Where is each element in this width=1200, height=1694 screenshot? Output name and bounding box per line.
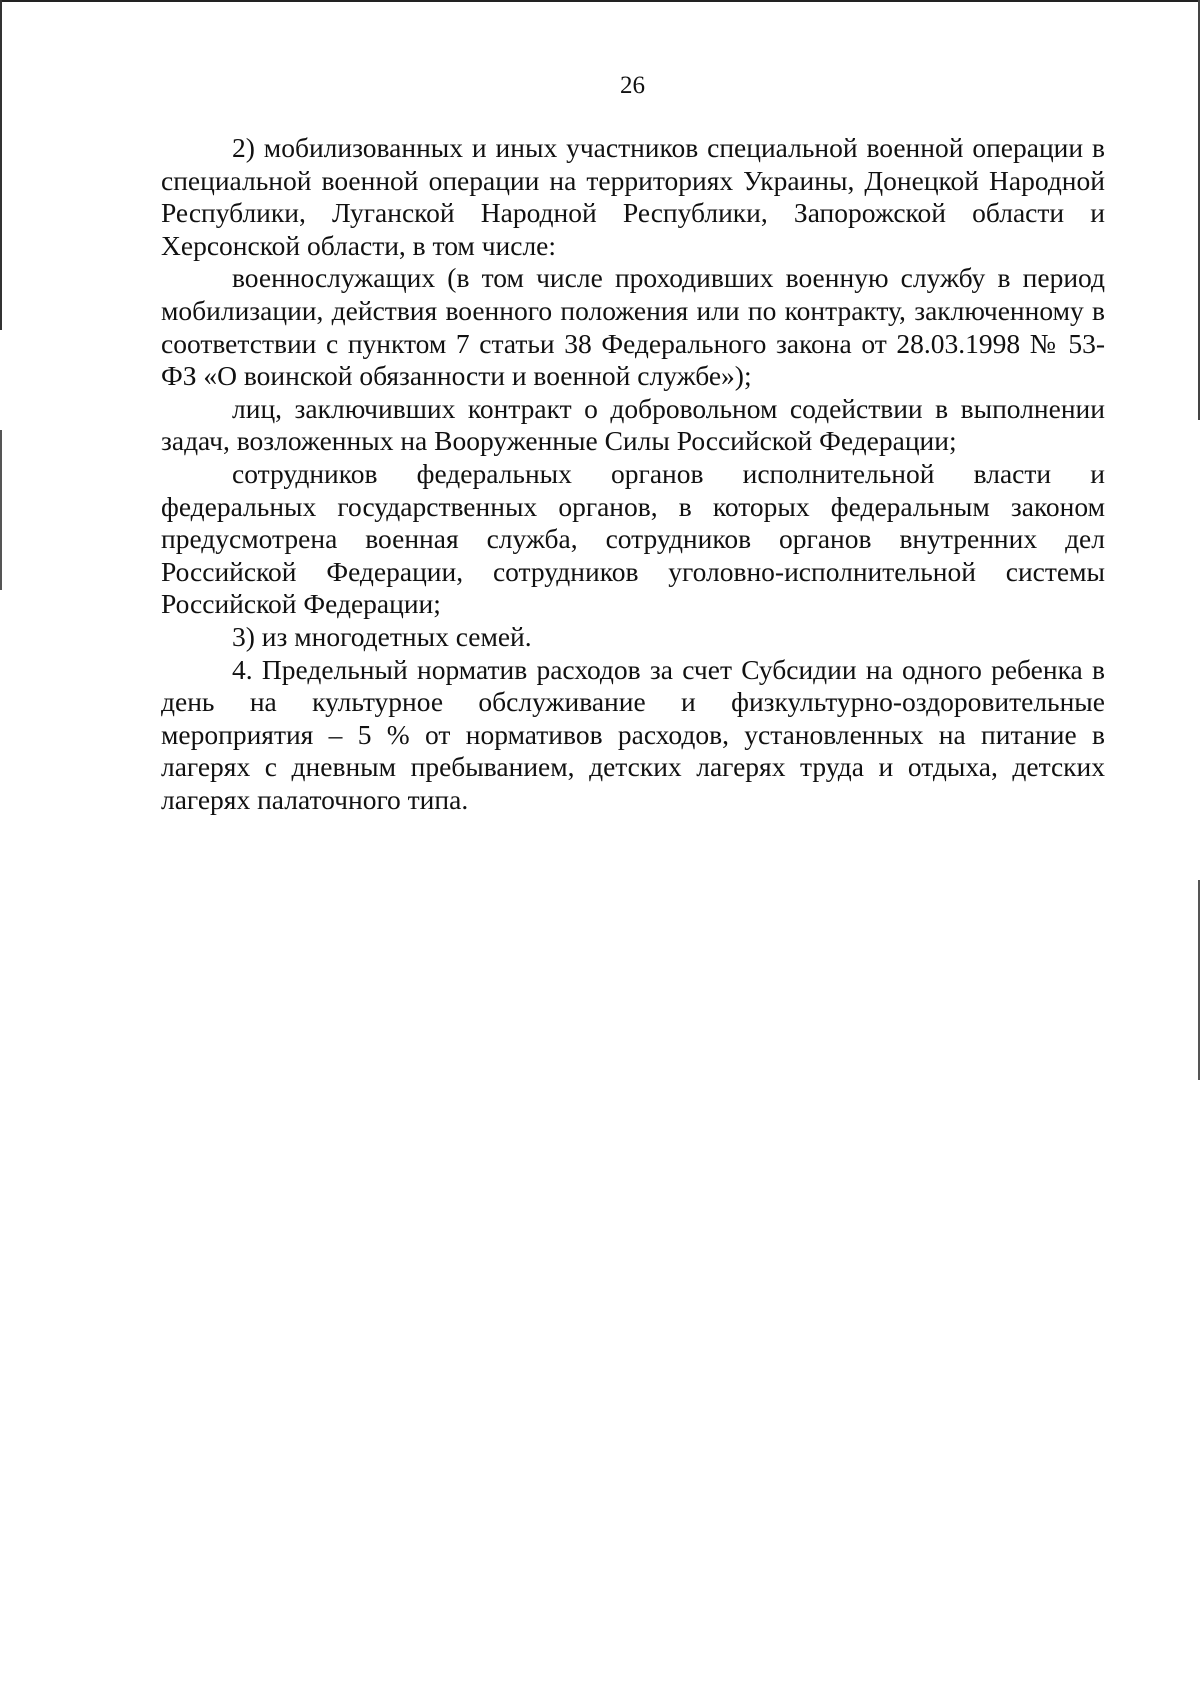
paragraph-item-2-mobilized: 2) мобилизованных и иных участников специальной военной операции в специальной военной операции на территориях Украины, Донецкой Народной Республики, Луганской Народной Республики, Запорожской области и Херсонской области, в том числе:: [161, 132, 1105, 261]
paragraph-federal-employees: сотрудников федеральных органов исполнительной власти и федеральных государственных органов, в которых федеральным законом предусмотрена военная служба, сотрудников органов внутренних дел Российской Федерации, сотрудников уголовно-исполнительной системы Российской Федерации;: [161, 457, 1105, 620]
page-number: 26: [620, 72, 645, 99]
scan-edge-left-lower: [0, 430, 2, 590]
paragraph-military-servicemen: военнослужащих (в том числе проходивших военную службу в период мобилизации, действия военного положения или по контракту, заключенному в соответствии с пунктом 7 статьи 38 Федерального закона от 28.03.1998 № 53-ФЗ «О воинской обязанности и военной службе»);: [161, 262, 1105, 392]
scan-edge-left: [0, 0, 2, 330]
document-body: [161, 132, 1105, 816]
paragraph-item-3-large-families: 3) из многодетных семей.: [232, 620, 532, 652]
paragraph-item-4-expense-norm: 4. Предельный норматив расходов за счет Субсидии на одного ребенка в день на культурное обслуживание и физкультурно-оздоровительные мероприятия – 5 % от нормативов расходов, установленных на питание в лагерях с дневным пребыванием, детских лагерях труда и отдыха, детских лагерях палаточного типа.: [161, 653, 1105, 815]
paragraph-volunteer-contract: лиц, заключивших контракт о добровольном содействии в выполнении задач, возложенных на Вооруженные Силы Российской Федерации;: [161, 392, 1105, 457]
scan-edge-top: [0, 0, 1200, 2]
